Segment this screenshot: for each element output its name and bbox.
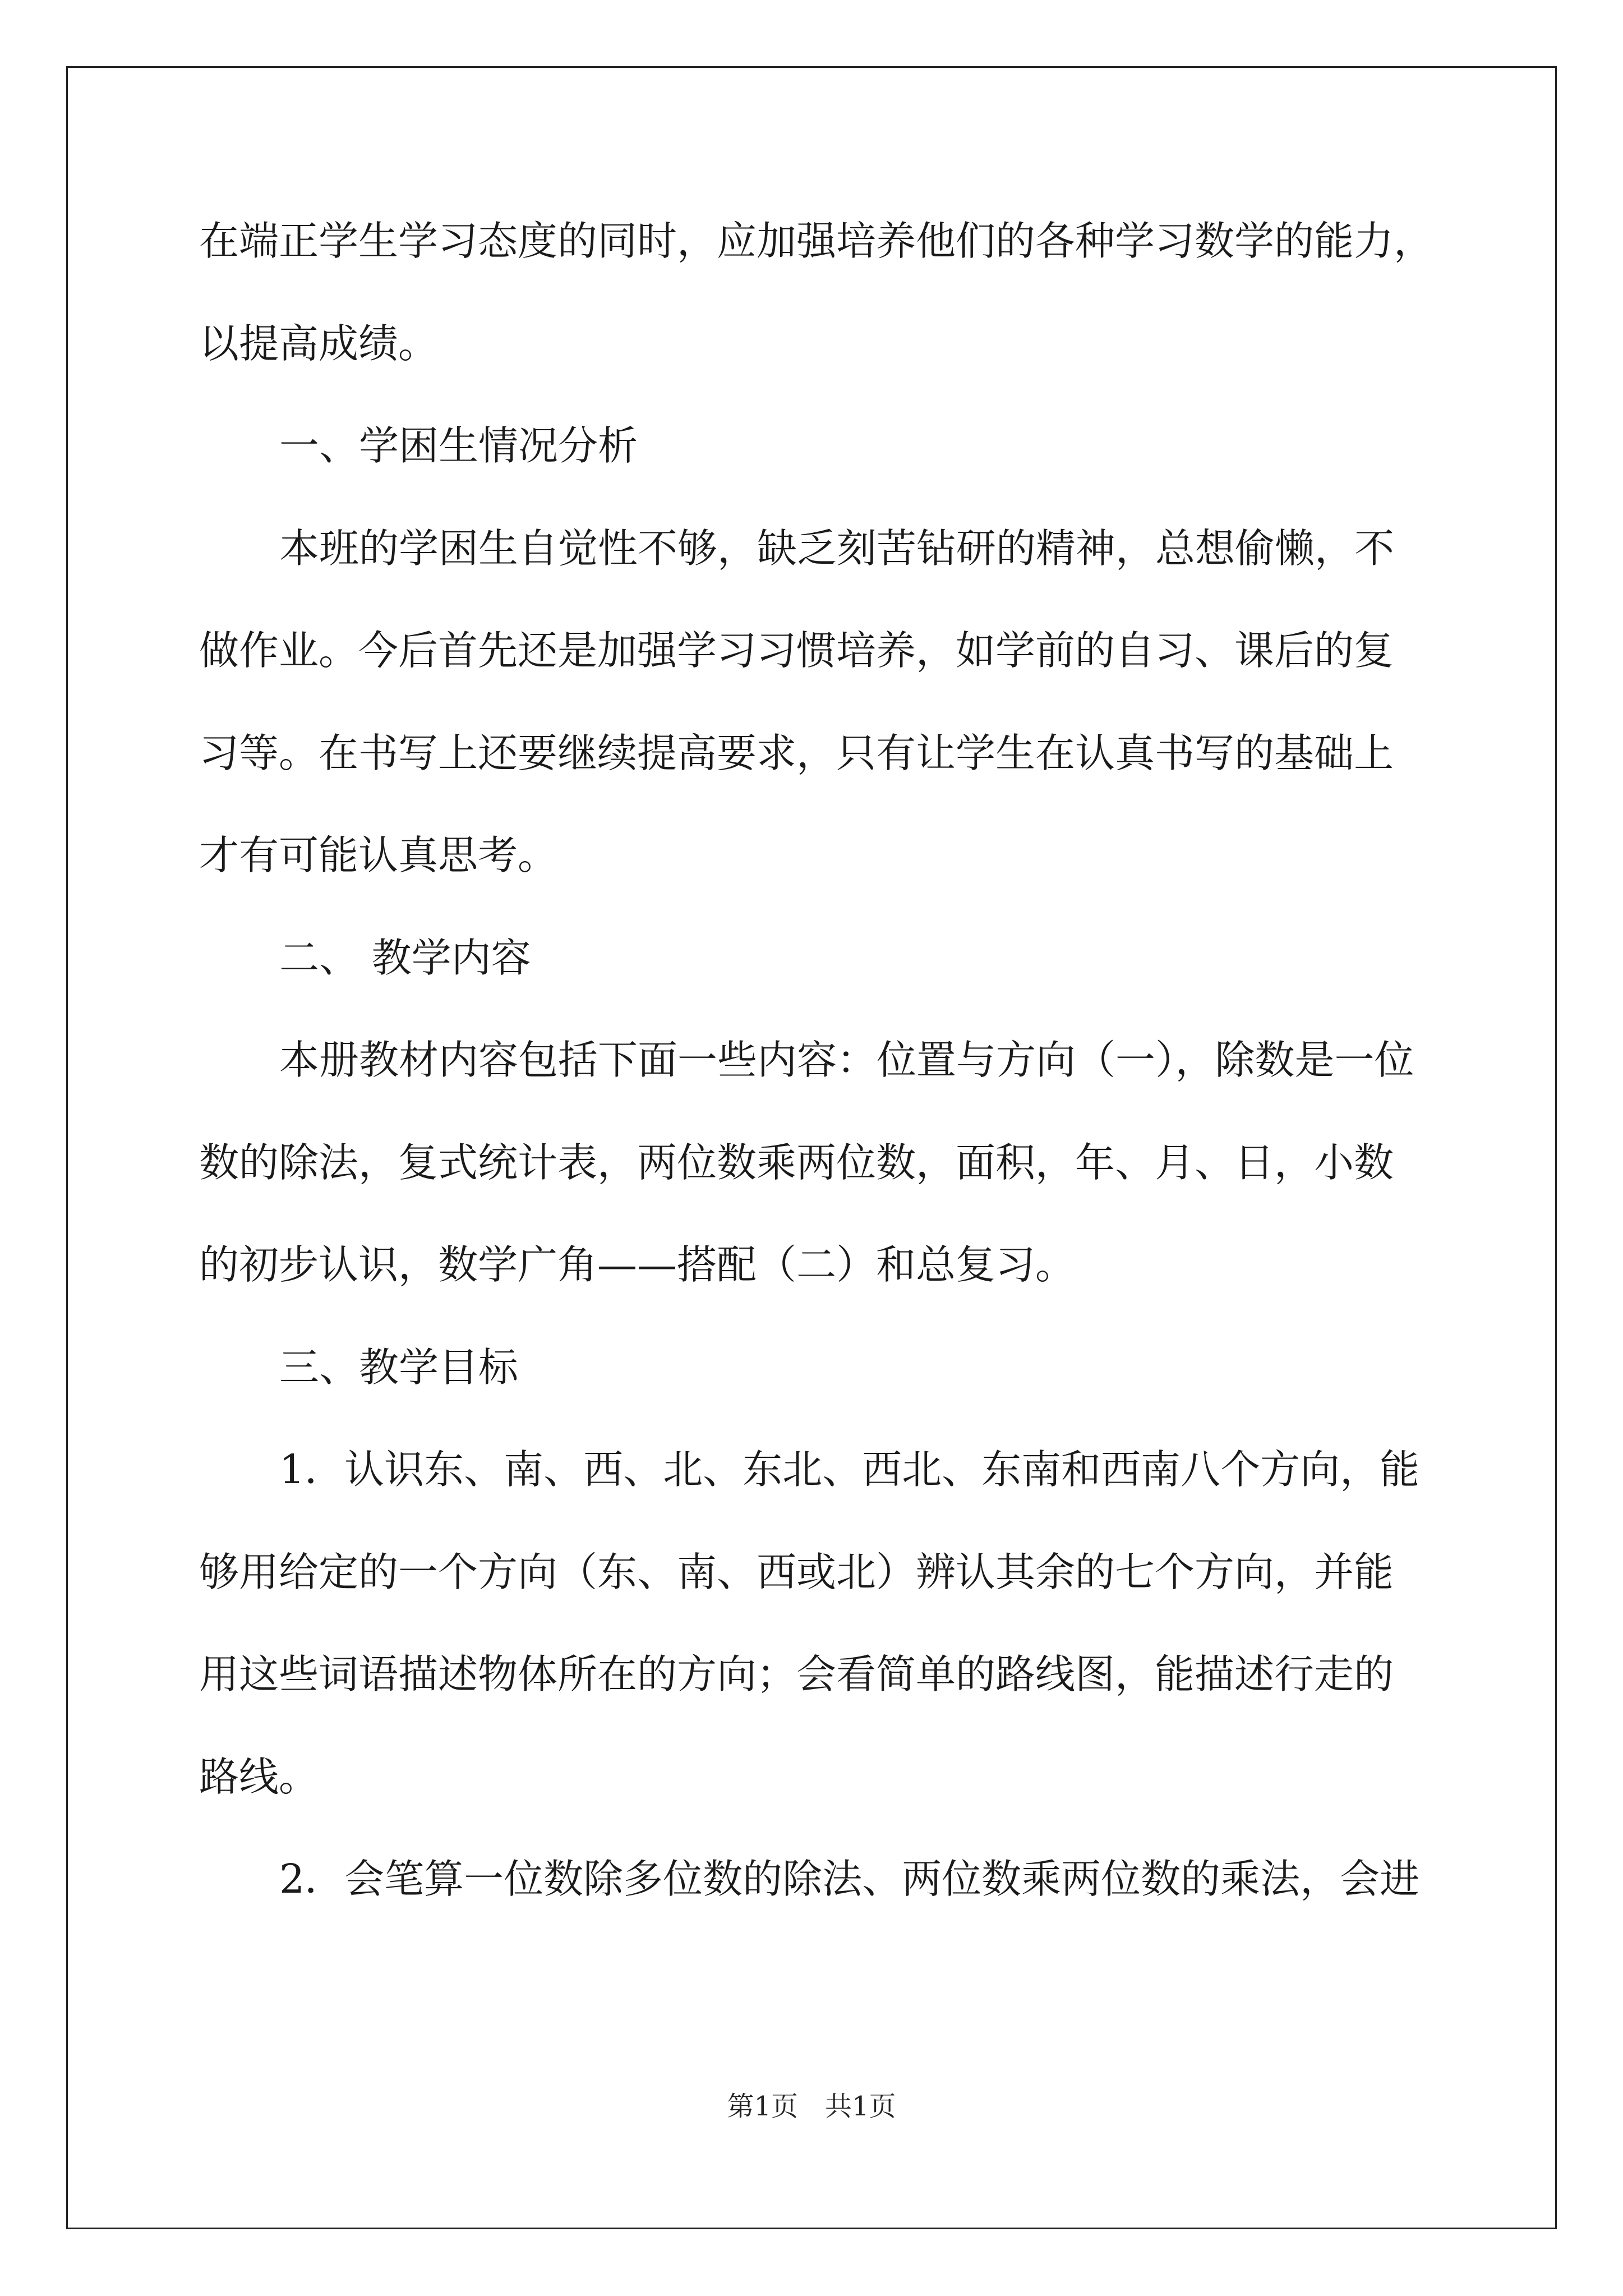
section-heading: 一、学困生情况分析 (279, 422, 638, 469)
text-line: 才有可能认真思考。 (199, 832, 558, 878)
text-line: 2．会笔算一位数除多位数的除法、两位数乘两位数的乘法，会进 (279, 1856, 1420, 1902)
text-line: 的初步认识，数学广角——搭配（二）和总复习。 (199, 1241, 1076, 1288)
text-line: 用这些词语描述物体所在的方向；会看简单的路线图，能描述行走的 (199, 1651, 1394, 1697)
text-line: 在端正学生学习态度的同时，应加强培养他们的各种学习数学的能力， (199, 218, 1434, 264)
text-line: 做作业。今后首先还是加强学习习惯培养，如学前的自习、课后的复 (199, 627, 1394, 674)
section-heading: 三、教学目标 (279, 1344, 519, 1391)
text-line: 本册教材内容包括下面一些内容：位置与方向（一），除数是一位 (279, 1037, 1414, 1083)
text-line: 习等。在书写上还要继续提高要求，只有让学生在认真书写的基础上 (199, 730, 1394, 776)
text-line: 数的除法，复式统计表，两位数乘两位数，面积，年、月、日，小数 (199, 1139, 1394, 1186)
text-line: 本班的学困生自觉性不够，缺乏刻苦钻研的精神，总想偷懒，不 (279, 525, 1395, 572)
text-line: 1．认识东、南、西、北、东北、西北、东南和西南八个方向，能 (279, 1446, 1420, 1493)
text-line: 以提高成绩。 (199, 320, 439, 367)
section-heading: 二、 教学内容 (279, 935, 531, 981)
page-number-footer: 第1页 共1页 (727, 2091, 896, 2122)
text-line: 路线。 (199, 1754, 319, 1800)
text-line: 够用给定的一个方向（东、南、西或北）辨认其余的七个方向，并能 (199, 1549, 1394, 1595)
